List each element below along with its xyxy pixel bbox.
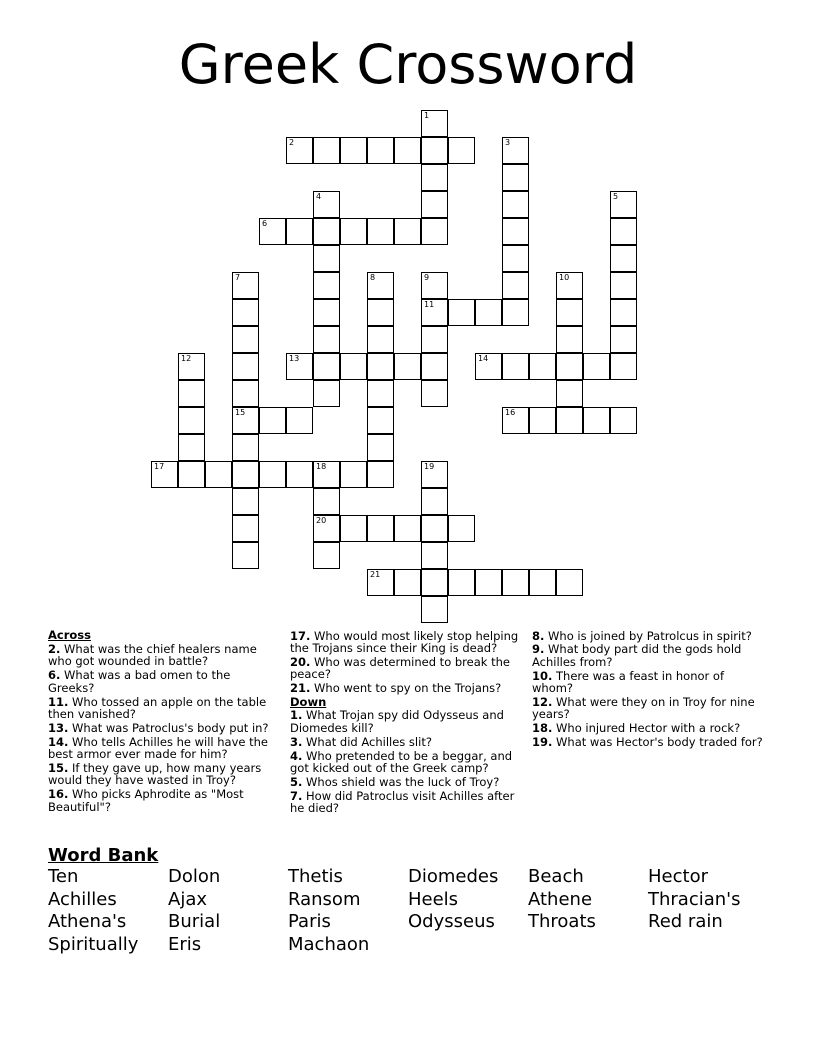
cell-number: 4	[316, 192, 322, 201]
grid-cell[interactable]	[475, 569, 502, 596]
cell-number: 10	[559, 273, 570, 282]
grid-cell[interactable]	[286, 137, 313, 164]
word-bank-item: Heels	[408, 888, 459, 910]
cell-number: 5	[613, 192, 619, 201]
word-bank-item: Eris	[168, 933, 202, 955]
grid-cell[interactable]	[232, 515, 259, 542]
grid-cell[interactable]	[232, 326, 259, 353]
clues-column-2	[290, 628, 526, 815]
grid-cell[interactable]	[178, 380, 205, 407]
grid-cell[interactable]	[259, 461, 286, 488]
word-bank-item: Spiritually	[48, 933, 139, 955]
grid-cell[interactable]	[556, 569, 583, 596]
across-clue: 16. Who picks Aphrodite as "Most Beautiful"?	[48, 787, 244, 814]
grid-cell[interactable]	[421, 326, 448, 353]
grid-cell[interactable]	[448, 569, 475, 596]
grid-cell[interactable]	[421, 515, 448, 542]
grid-cell[interactable]	[232, 353, 259, 380]
across-clue: 21. Who went to spy on the Trojans?	[290, 681, 502, 696]
down-clue: 10. There was a feast in honor of whom?	[532, 668, 725, 696]
cell-number: 1	[424, 111, 430, 120]
grid-cell[interactable]	[367, 326, 394, 353]
down-clue: 18. Who injured Hector with a rock?	[532, 721, 741, 736]
grid-cell[interactable]	[313, 515, 340, 542]
grid-cell[interactable]	[610, 245, 637, 272]
grid-cell[interactable]	[313, 191, 340, 218]
grid-cell[interactable]	[610, 191, 637, 218]
grid-cell[interactable]	[529, 569, 556, 596]
grid-cell[interactable]	[448, 515, 475, 542]
grid-cell[interactable]	[610, 353, 637, 380]
grid-cell[interactable]	[610, 326, 637, 353]
cell-number: 14	[478, 354, 489, 363]
grid-cell[interactable]	[340, 137, 367, 164]
grid-cell[interactable]	[340, 218, 367, 245]
grid-cell[interactable]	[448, 299, 475, 326]
down-clue: 5. Whos shield was the luck of Troy?	[290, 774, 500, 789]
grid-cell[interactable]	[340, 515, 367, 542]
grid-cell[interactable]	[421, 110, 448, 137]
grid-cell[interactable]	[556, 326, 583, 353]
grid-cell[interactable]	[367, 515, 394, 542]
grid-cell[interactable]	[421, 569, 448, 596]
grid-cell[interactable]	[313, 137, 340, 164]
cell-number: 20	[316, 516, 327, 525]
word-bank-item: Ajax	[168, 888, 207, 910]
grid-cell[interactable]	[502, 164, 529, 191]
down-clue: 8. Who is joined by Patrolcus in spirit?	[532, 628, 752, 643]
cell-number: 18	[316, 462, 327, 471]
grid-cell[interactable]	[232, 407, 259, 434]
grid-cell[interactable]	[556, 407, 583, 434]
word-bank-item: Diomedes	[408, 866, 499, 887]
grid-cell[interactable]	[367, 569, 394, 596]
grid-cell[interactable]	[232, 380, 259, 407]
grid-cell[interactable]	[502, 218, 529, 245]
cell-number: 13	[289, 354, 300, 363]
grid-cell[interactable]	[421, 353, 448, 380]
word-bank-item: Red rain	[648, 911, 723, 933]
grid-cell[interactable]	[232, 461, 259, 488]
grid-cell[interactable]	[178, 407, 205, 434]
grid-cell[interactable]	[367, 380, 394, 407]
word-bank-item: Thetis	[288, 866, 343, 887]
grid-cell[interactable]	[367, 299, 394, 326]
word-bank-item: Achilles	[48, 888, 117, 910]
grid-cell[interactable]	[340, 461, 367, 488]
grid-cell[interactable]	[556, 380, 583, 407]
grid-cell[interactable]	[556, 272, 583, 299]
grid-cell[interactable]	[421, 542, 448, 569]
clues-column-1	[48, 628, 280, 813]
grid-cell[interactable]	[178, 434, 205, 461]
grid-cell[interactable]	[286, 461, 313, 488]
grid-cell[interactable]	[367, 218, 394, 245]
grid-cell[interactable]	[232, 542, 259, 569]
grid-cell[interactable]	[178, 353, 205, 380]
grid-cell[interactable]	[421, 596, 448, 623]
cell-number: 12	[181, 354, 192, 363]
cell-number: 6	[262, 219, 268, 228]
cell-number: 9	[424, 273, 430, 282]
grid-cell[interactable]	[394, 515, 421, 542]
grid-cell[interactable]	[448, 137, 475, 164]
across-clue: 15. If they gave up, how many years would they have wasted in Troy?	[48, 761, 262, 788]
cell-number: 15	[235, 408, 246, 417]
grid-cell[interactable]	[610, 272, 637, 299]
grid-cell[interactable]	[421, 461, 448, 488]
across-clue: 6. What was a bad omen to the Greeks?	[48, 668, 231, 695]
grid-cell[interactable]	[502, 569, 529, 596]
cell-number: 21	[370, 570, 381, 579]
grid-cell[interactable]	[421, 488, 448, 515]
grid-cell[interactable]	[340, 353, 367, 380]
across-clue: 2. What was the chief healers name who got wounded in battle?	[48, 641, 257, 669]
grid-cell[interactable]	[313, 542, 340, 569]
grid-cell[interactable]	[178, 461, 205, 488]
word-bank-item: Ransom	[288, 888, 361, 910]
word-bank-item: Throats	[528, 911, 596, 933]
grid-cell[interactable]	[421, 272, 448, 299]
word-bank-item: Hector	[648, 866, 708, 887]
across-clue: 13. What was Patroclus's body put in?	[48, 720, 269, 735]
grid-cell[interactable]	[421, 191, 448, 218]
grid-cell[interactable]	[583, 353, 610, 380]
grid-cell[interactable]	[313, 488, 340, 515]
grid-cell[interactable]	[367, 137, 394, 164]
across-clue: 14. Who tells Achilles he will have the best armor ever made for him?	[48, 734, 268, 762]
grid-cell[interactable]	[367, 434, 394, 461]
cell-number: 2	[289, 138, 295, 147]
grid-cell[interactable]	[313, 272, 340, 299]
word-bank-item: Dolon	[168, 866, 221, 887]
grid-cell[interactable]	[556, 299, 583, 326]
cell-number: 16	[505, 408, 516, 417]
grid-cell[interactable]	[232, 272, 259, 299]
grid-cell[interactable]	[502, 353, 529, 380]
grid-cell[interactable]	[313, 245, 340, 272]
cell-number: 17	[154, 462, 165, 471]
grid-cell[interactable]	[286, 407, 313, 434]
cell-number: 7	[235, 273, 241, 282]
word-bank-title: Word Bank	[48, 845, 159, 866]
grid-cell[interactable]	[313, 299, 340, 326]
grid-cell[interactable]	[583, 407, 610, 434]
across-clue: 11. Who tossed an apple on the table then vanished?	[48, 694, 267, 721]
cell-number: 8	[370, 273, 376, 282]
word-bank-item: Beach	[528, 866, 584, 887]
word-bank-item: Ten	[48, 866, 79, 887]
grid-cell[interactable]	[367, 272, 394, 299]
grid-cell[interactable]	[313, 380, 340, 407]
grid-cell[interactable]	[394, 569, 421, 596]
grid-cell[interactable]	[394, 353, 421, 380]
down-clue: 19. What was Hector's body traded for?	[532, 735, 763, 750]
word-bank-item: Burial	[168, 911, 221, 933]
word-bank-item: Athena's	[48, 911, 127, 933]
grid-cell[interactable]	[502, 407, 529, 434]
cell-number: 3	[505, 138, 511, 147]
grid-cell[interactable]	[205, 461, 232, 488]
word-bank	[48, 866, 788, 956]
grid-cell[interactable]	[421, 299, 448, 326]
grid-cell[interactable]	[313, 461, 340, 488]
down-clue: 9. What body part did the gods hold Achilles from?	[532, 642, 742, 669]
grid-cell[interactable]	[367, 461, 394, 488]
word-bank-item: Thracian's	[648, 888, 741, 910]
grid-cell[interactable]	[421, 380, 448, 407]
word-bank-item: Machaon	[288, 933, 370, 955]
across-heading: Across	[48, 628, 91, 642]
grid-cell[interactable]	[529, 353, 556, 380]
cell-number: 19	[424, 462, 435, 471]
grid-cell[interactable]	[610, 218, 637, 245]
grid-cell[interactable]	[232, 434, 259, 461]
page-title: Greek Crossword	[178, 33, 638, 96]
grid-cell[interactable]	[502, 191, 529, 218]
down-clue: 4. Who pretended to be a beggar, and got kicked out of the Greek camp?	[290, 748, 513, 776]
grid-cell[interactable]	[502, 245, 529, 272]
grid-cell[interactable]	[367, 353, 394, 380]
grid-cell[interactable]	[610, 299, 637, 326]
cell-number: 11	[424, 300, 435, 309]
down-clue: 1. What Trojan spy did Odysseus and Diomedes kill?	[290, 708, 504, 735]
grid-cell[interactable]	[232, 488, 259, 515]
grid-cell[interactable]	[259, 218, 286, 245]
across-clue: 20. Who was determined to break the peace?	[290, 654, 510, 682]
grid-cell[interactable]	[394, 218, 421, 245]
clues-column-3	[532, 628, 764, 749]
grid-cell[interactable]	[421, 137, 448, 164]
word-bank-item: Athene	[528, 888, 593, 910]
grid-cell[interactable]	[151, 461, 178, 488]
grid-cell[interactable]	[475, 353, 502, 380]
across-clue: 17. Who would most likely stop helping the Trojans since their King is dead?	[290, 628, 519, 655]
grid-cell[interactable]	[502, 137, 529, 164]
grid-cell[interactable]	[556, 353, 583, 380]
down-clue: 12. What were they on in Troy for nine years?	[532, 695, 755, 722]
grid-cell[interactable]	[610, 407, 637, 434]
down-clue: 7. How did Patroclus visit Achilles after he died?	[290, 788, 515, 816]
grid-cell[interactable]	[367, 407, 394, 434]
word-bank-item: Odysseus	[408, 911, 495, 933]
grid-cell[interactable]	[421, 218, 448, 245]
grid-cell[interactable]	[286, 353, 313, 380]
grid-cell[interactable]	[421, 164, 448, 191]
down-clue: 3. What did Achilles slit?	[290, 734, 432, 749]
grid-cell[interactable]	[313, 326, 340, 353]
grid-cell[interactable]	[502, 272, 529, 299]
word-bank-item: Paris	[288, 911, 331, 933]
grid-cell[interactable]	[529, 407, 556, 434]
grid-cell[interactable]	[313, 218, 340, 245]
grid-cell[interactable]	[286, 218, 313, 245]
grid-cell[interactable]	[259, 407, 286, 434]
grid-cell[interactable]	[313, 353, 340, 380]
grid-cell[interactable]	[502, 299, 529, 326]
grid-cell[interactable]	[394, 137, 421, 164]
grid-cell[interactable]	[475, 299, 502, 326]
down-heading: Down	[290, 694, 327, 709]
grid-cell[interactable]	[232, 299, 259, 326]
